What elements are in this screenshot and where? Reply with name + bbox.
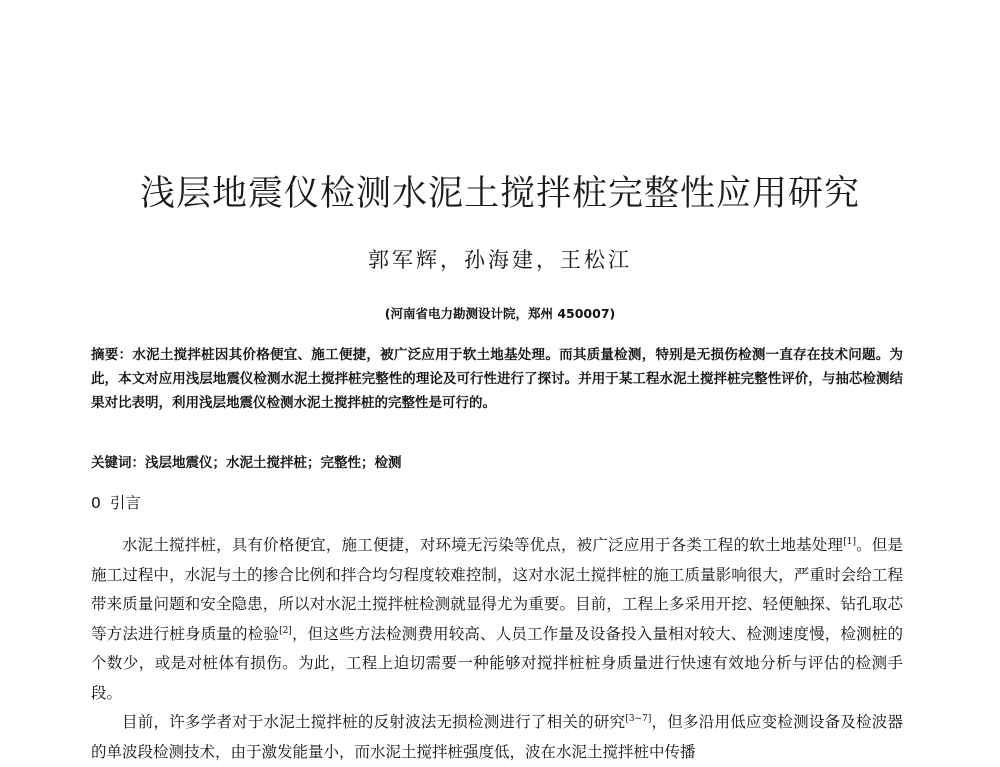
- keywords-label: 关键词：: [91, 455, 145, 471]
- citation-2: [2]: [279, 625, 292, 636]
- section-number: 0: [91, 494, 101, 512]
- body-text: [91, 531, 903, 767]
- keywords: [91, 451, 903, 475]
- paper-title: 浅层地震仪检测水泥土搅拌桩完整性应用研究: [139, 174, 860, 214]
- paragraph-1: [91, 531, 903, 708]
- paragraph-1-part-3: ，但这些方法检测费用较高、人员工作量及设备投入量相对较大、检测速度慢，检测桩的个数少，或是对桩体有损伤。为此，工程上迫切需要一种能够对搅拌桩桩身质量进行快速有效地分析与评估的检测手段。: [91, 624, 903, 702]
- section-title: 引言: [109, 494, 141, 512]
- abstract: [91, 343, 903, 415]
- paper-authors: 郭军辉，孙海建，王松江: [368, 248, 632, 272]
- citation-3-7: [3~7]: [625, 714, 652, 724]
- section-heading-introduction: [91, 491, 141, 513]
- abstract-text: 水泥土搅拌桩因其价格便宜、施工便捷，被广泛应用于软土地基处理。而其质量检测，特别是无损伤检测一直存在技术问题。为此，本文对应用浅层地震仪检测水泥土搅拌桩完整性的理论及可行性进行了探讨。并用于某工程水泥土搅拌桩完整性评价，与抽芯检测结果对比表明，利用浅层地震仪检测水泥土搅拌桩的完整性是可行的。: [91, 347, 904, 411]
- paper-affiliation: (河南省电力勘测设计院，郑州 450007): [384, 306, 616, 321]
- keywords-text: 浅层地震仪；水泥土搅拌桩；完整性；检测: [145, 455, 402, 471]
- citation-1: [1]: [843, 537, 856, 547]
- paragraph-2: [91, 708, 903, 767]
- paragraph-1-part-1: 水泥土搅拌桩，具有价格便宜，施工便捷，对环境无污染等优点，被广泛应用于各类工程的软土地基处理: [122, 536, 844, 554]
- paragraph-2-part-1: 目前，许多学者对于水泥土搅拌桩的反射波法无损检测进行了相关的研究: [122, 713, 626, 731]
- abstract-label: 摘要：: [91, 347, 133, 363]
- paragraph-1-part-2: 。但是施工过程中，水泥与土的掺合比例和拌合均匀程度较难控制，这对水泥土搅拌桩的施工质量影响很大，严重时会给工程带来质量问题和安全隐患，所以对水泥土搅拌桩检测就显得尤为重要。目前，工程上多采用开挖、轻便触探、钻孔取芯等方法进行桩身质量的检验: [91, 536, 903, 643]
- paragraph-2-part-2: ，但多沿用低应变检测设备及检波器的单波段检测技术，由于激发能量小，而水泥土搅拌桩强度低，波在水泥土搅拌桩中传播: [91, 713, 903, 761]
